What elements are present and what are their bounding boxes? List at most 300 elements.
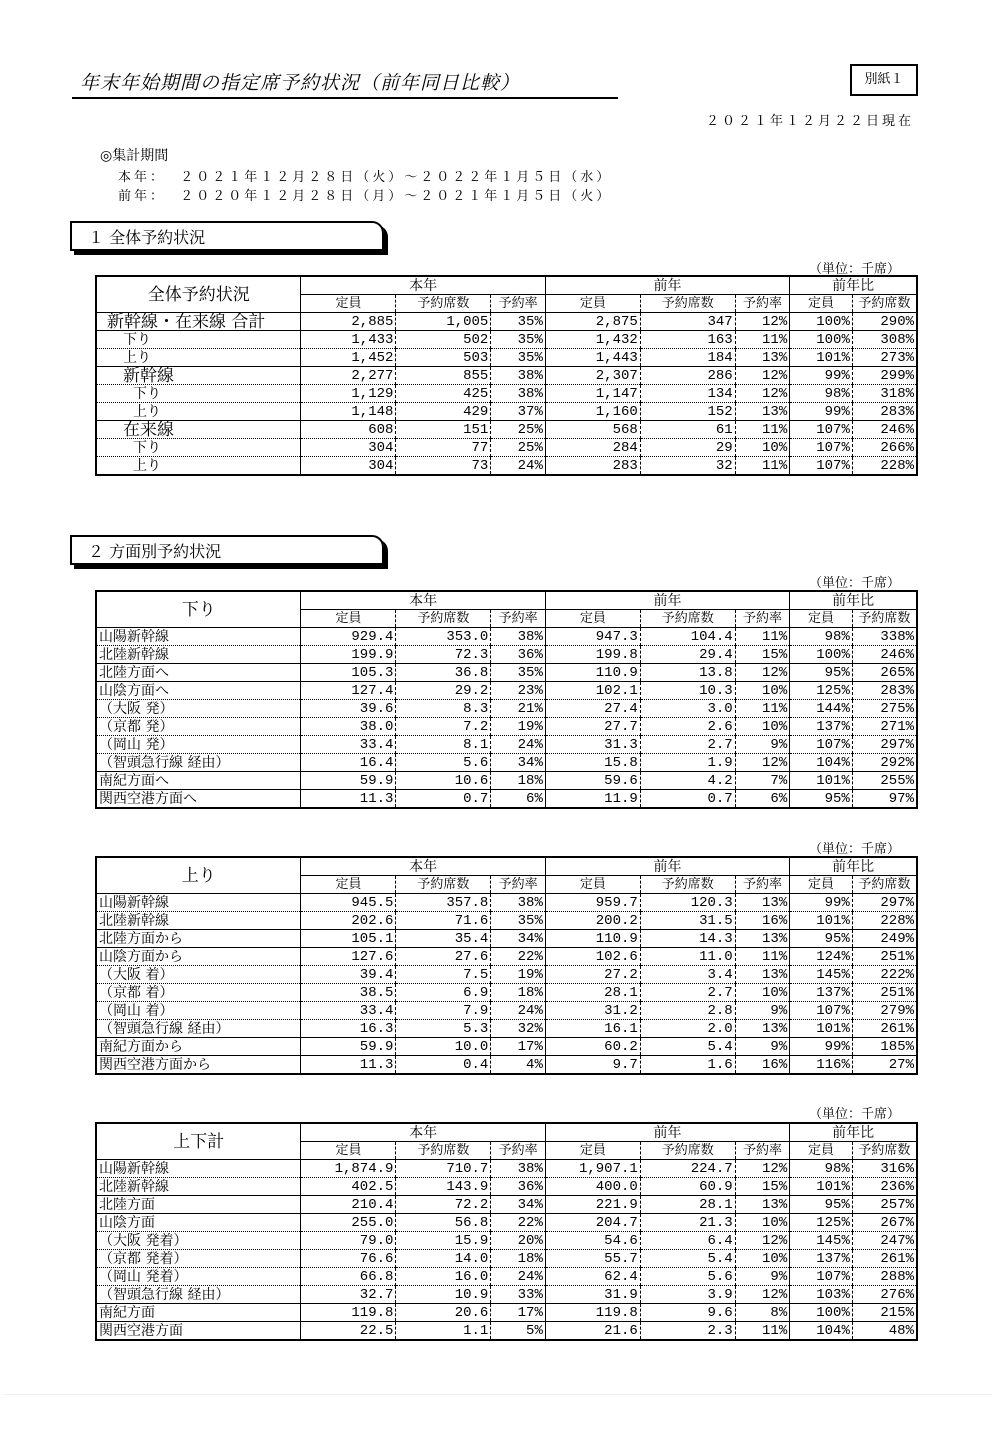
cell-yr: 299% bbox=[852, 367, 917, 385]
cell-c0: 110.9 bbox=[545, 930, 640, 948]
cell-r0: 21.3 bbox=[640, 1214, 735, 1232]
row-name: （京都 発） bbox=[96, 718, 301, 736]
cell-r1: 503 bbox=[396, 349, 491, 367]
cell-yc: 107% bbox=[790, 421, 853, 439]
cell-yc: 116% bbox=[790, 1056, 853, 1075]
row-name: 山陰方面から bbox=[96, 948, 301, 966]
row-name: 山陰方面へ bbox=[96, 682, 301, 700]
cell-r1: 27.6 bbox=[396, 948, 491, 966]
cell-r1: 710.7 bbox=[396, 1160, 491, 1178]
cell-yc: 99% bbox=[790, 367, 853, 385]
table-row bbox=[96, 790, 917, 809]
table-corner-label: 全体予約状況 bbox=[96, 276, 301, 313]
cell-c1: 2,277 bbox=[301, 367, 396, 385]
cell-c1: 16.4 bbox=[301, 754, 396, 772]
row-name: 北陸新幹線 bbox=[96, 1178, 301, 1196]
cell-c1: 1,129 bbox=[301, 385, 396, 403]
row-name: 在来線 bbox=[96, 421, 301, 439]
cell-r0: 6.4 bbox=[640, 1232, 735, 1250]
row-name: 関西空港方面から bbox=[96, 1056, 301, 1075]
cell-c1: 304 bbox=[301, 457, 396, 476]
cell-p1: 17% bbox=[491, 1304, 546, 1322]
cell-yr: 236% bbox=[852, 1178, 917, 1196]
header-rate: 予約率 bbox=[735, 610, 790, 628]
cell-r0: 2.7 bbox=[640, 736, 735, 754]
cell-c0: 1,432 bbox=[545, 331, 640, 349]
cell-yc: 125% bbox=[790, 682, 853, 700]
cell-c1: 32.7 bbox=[301, 1286, 396, 1304]
cell-yc: 104% bbox=[790, 1322, 853, 1341]
cell-c1: 38.5 bbox=[301, 984, 396, 1002]
cell-c0: 959.7 bbox=[545, 894, 640, 912]
cell-p0: 13% bbox=[735, 930, 790, 948]
cell-p0: 12% bbox=[735, 664, 790, 682]
table-row bbox=[96, 772, 917, 790]
cell-r1: 6.9 bbox=[396, 984, 491, 1002]
cell-yr: 257% bbox=[852, 1196, 917, 1214]
cell-r0: 2.6 bbox=[640, 718, 735, 736]
cell-p1: 18% bbox=[491, 772, 546, 790]
table-row bbox=[96, 1232, 917, 1250]
cell-yr: 246% bbox=[852, 646, 917, 664]
cell-yc: 100% bbox=[790, 646, 853, 664]
cell-r0: 29 bbox=[640, 439, 735, 457]
cell-r0: 2.0 bbox=[640, 1020, 735, 1038]
cell-r1: 357.8 bbox=[396, 894, 491, 912]
cell-p1: 6% bbox=[491, 790, 546, 809]
cell-p1: 33% bbox=[491, 1286, 546, 1304]
cell-r0: 28.1 bbox=[640, 1196, 735, 1214]
cell-p1: 35% bbox=[491, 912, 546, 930]
cell-c0: 59.6 bbox=[545, 772, 640, 790]
header-yoy: 前年比 bbox=[790, 276, 917, 295]
cell-r0: 13.8 bbox=[640, 664, 735, 682]
cell-r1: 502 bbox=[396, 331, 491, 349]
unit-label: （単位：千席） bbox=[808, 1107, 900, 1122]
cell-p1: 38% bbox=[491, 367, 546, 385]
cell-c1: 119.8 bbox=[301, 1304, 396, 1322]
row-name: 上り bbox=[96, 349, 301, 367]
cell-r1: 15.9 bbox=[396, 1232, 491, 1250]
table-row bbox=[96, 349, 917, 367]
table-row bbox=[96, 1020, 917, 1038]
cell-yr: 290% bbox=[852, 313, 917, 331]
cell-r1: 71.6 bbox=[396, 912, 491, 930]
header-rate: 予約率 bbox=[491, 876, 546, 894]
row-name: （智頭急行線 経由） bbox=[96, 1020, 301, 1038]
cell-c0: 2,875 bbox=[545, 313, 640, 331]
cell-p0: 12% bbox=[735, 1286, 790, 1304]
cell-c1: 11.3 bbox=[301, 790, 396, 809]
cell-yr: 316% bbox=[852, 1160, 917, 1178]
row-name: （大阪 発） bbox=[96, 700, 301, 718]
cell-c1: 79.0 bbox=[301, 1232, 396, 1250]
table-row bbox=[96, 1214, 917, 1232]
cell-c0: 102.1 bbox=[545, 682, 640, 700]
cell-r1: 20.6 bbox=[396, 1304, 491, 1322]
row-name: 山陰方面 bbox=[96, 1214, 301, 1232]
cell-p0: 12% bbox=[735, 1232, 790, 1250]
table-row bbox=[96, 1286, 917, 1304]
cell-yr: 97% bbox=[852, 790, 917, 809]
cell-p0: 16% bbox=[735, 912, 790, 930]
cell-yr: 246% bbox=[852, 421, 917, 439]
row-name: 上り bbox=[96, 457, 301, 476]
cell-yc: 107% bbox=[790, 1268, 853, 1286]
table-row bbox=[96, 682, 917, 700]
table-row bbox=[96, 736, 917, 754]
cell-yc: 107% bbox=[790, 457, 853, 476]
cell-c0: 1,147 bbox=[545, 385, 640, 403]
cell-r0: 61 bbox=[640, 421, 735, 439]
header-reserved: 予約席数 bbox=[640, 1142, 735, 1160]
cell-yr: 228% bbox=[852, 912, 917, 930]
table-row bbox=[96, 718, 917, 736]
cell-r1: 36.8 bbox=[396, 664, 491, 682]
table-row bbox=[96, 1304, 917, 1322]
table-row bbox=[96, 1250, 917, 1268]
cell-p0: 9% bbox=[735, 1038, 790, 1056]
cell-r1: 425 bbox=[396, 385, 491, 403]
cell-yc: 107% bbox=[790, 1002, 853, 1020]
header-capacity: 定員 bbox=[790, 876, 853, 894]
header-reserved: 予約席数 bbox=[396, 876, 491, 894]
cell-p0: 10% bbox=[735, 1214, 790, 1232]
cell-yr: 48% bbox=[852, 1322, 917, 1341]
header-capacity: 定員 bbox=[301, 610, 396, 628]
cell-c1: 255.0 bbox=[301, 1214, 396, 1232]
table-row bbox=[96, 754, 917, 772]
cell-c0: 31.3 bbox=[545, 736, 640, 754]
cell-p1: 19% bbox=[491, 718, 546, 736]
cell-c1: 202.6 bbox=[301, 912, 396, 930]
cell-c0: 27.4 bbox=[545, 700, 640, 718]
header-capacity: 定員 bbox=[301, 295, 396, 313]
cell-p0: 10% bbox=[735, 984, 790, 1002]
cell-p1: 18% bbox=[491, 1250, 546, 1268]
down-table bbox=[95, 590, 918, 809]
unit-label: （単位：千席） bbox=[808, 262, 900, 277]
cell-p0: 11% bbox=[735, 457, 790, 476]
cell-yc: 98% bbox=[790, 385, 853, 403]
cell-c0: 1,907.1 bbox=[545, 1160, 640, 1178]
header-capacity: 定員 bbox=[545, 295, 640, 313]
cell-yc: 99% bbox=[790, 1038, 853, 1056]
cell-c0: 1,160 bbox=[545, 403, 640, 421]
cell-yc: 99% bbox=[790, 894, 853, 912]
cell-yc: 95% bbox=[790, 930, 853, 948]
cell-p0: 13% bbox=[735, 349, 790, 367]
period-last-year bbox=[118, 185, 612, 204]
cell-c0: 200.2 bbox=[545, 912, 640, 930]
cell-c1: 2,885 bbox=[301, 313, 396, 331]
cell-p1: 5% bbox=[491, 1322, 546, 1341]
cell-p0: 11% bbox=[735, 1322, 790, 1341]
cell-yc: 98% bbox=[790, 1160, 853, 1178]
cell-p1: 35% bbox=[491, 313, 546, 331]
header-rate: 予約率 bbox=[491, 1142, 546, 1160]
cell-p1: 24% bbox=[491, 736, 546, 754]
cell-c0: 60.2 bbox=[545, 1038, 640, 1056]
row-name: 北陸新幹線 bbox=[96, 646, 301, 664]
cell-p1: 35% bbox=[491, 349, 546, 367]
header-reserved: 予約席数 bbox=[640, 295, 735, 313]
cell-c0: 204.7 bbox=[545, 1214, 640, 1232]
cell-p1: 34% bbox=[491, 1196, 546, 1214]
cell-r0: 4.2 bbox=[640, 772, 735, 790]
table-row bbox=[96, 1160, 917, 1178]
cell-r0: 184 bbox=[640, 349, 735, 367]
cell-yc: 145% bbox=[790, 1232, 853, 1250]
cell-p1: 21% bbox=[491, 700, 546, 718]
cell-r0: 2.7 bbox=[640, 984, 735, 1002]
cell-c1: 929.4 bbox=[301, 628, 396, 646]
cell-p1: 34% bbox=[491, 930, 546, 948]
header-reserved: 予約席数 bbox=[396, 295, 491, 313]
cell-p0: 15% bbox=[735, 646, 790, 664]
cell-yr: 267% bbox=[852, 1214, 917, 1232]
table-row bbox=[96, 1002, 917, 1020]
cell-yr: 261% bbox=[852, 1250, 917, 1268]
cell-r0: 14.3 bbox=[640, 930, 735, 948]
cell-r1: 8.3 bbox=[396, 700, 491, 718]
cell-c0: 54.6 bbox=[545, 1232, 640, 1250]
cell-c0: 283 bbox=[545, 457, 640, 476]
table-corner-label: 上り bbox=[96, 857, 301, 894]
row-name: （京都 発着） bbox=[96, 1250, 301, 1268]
cell-c1: 945.5 bbox=[301, 894, 396, 912]
cell-yc: 101% bbox=[790, 1020, 853, 1038]
table-row bbox=[96, 646, 917, 664]
cell-r0: 10.3 bbox=[640, 682, 735, 700]
cell-r1: 72.2 bbox=[396, 1196, 491, 1214]
cell-c1: 38.0 bbox=[301, 718, 396, 736]
row-name: 北陸新幹線 bbox=[96, 912, 301, 930]
period-last-year-label: 前年： bbox=[118, 189, 167, 204]
cell-yr: 283% bbox=[852, 403, 917, 421]
cell-r1: 151 bbox=[396, 421, 491, 439]
row-name: 新幹線 bbox=[96, 367, 301, 385]
cell-p0: 13% bbox=[735, 966, 790, 984]
cell-p1: 34% bbox=[491, 754, 546, 772]
section1-title: １ 全体予約状況 bbox=[70, 221, 384, 251]
row-name: 上り bbox=[96, 403, 301, 421]
cell-p0: 6% bbox=[735, 790, 790, 809]
row-name: （岡山 発着） bbox=[96, 1268, 301, 1286]
cell-c0: 119.8 bbox=[545, 1304, 640, 1322]
header-this-year: 本年 bbox=[301, 857, 545, 876]
cell-yc: 107% bbox=[790, 439, 853, 457]
cell-r0: 224.7 bbox=[640, 1160, 735, 1178]
cell-r1: 429 bbox=[396, 403, 491, 421]
row-name: 関西空港方面へ bbox=[96, 790, 301, 809]
cell-r1: 0.4 bbox=[396, 1056, 491, 1075]
overall-table bbox=[95, 275, 918, 476]
header-reserved: 予約席数 bbox=[640, 876, 735, 894]
cell-yc: 124% bbox=[790, 948, 853, 966]
cell-yr: 185% bbox=[852, 1038, 917, 1056]
cell-p0: 10% bbox=[735, 718, 790, 736]
table-row bbox=[96, 1178, 917, 1196]
cell-p1: 35% bbox=[491, 331, 546, 349]
cell-c1: 402.5 bbox=[301, 1178, 396, 1196]
cell-c0: 1,443 bbox=[545, 349, 640, 367]
cell-p0: 13% bbox=[735, 1020, 790, 1038]
cell-r0: 152 bbox=[640, 403, 735, 421]
table-row bbox=[96, 457, 917, 476]
period-heading: ◎集計期間 bbox=[100, 148, 169, 164]
cell-c1: 1,148 bbox=[301, 403, 396, 421]
cell-yc: 101% bbox=[790, 912, 853, 930]
cell-yr: 261% bbox=[852, 1020, 917, 1038]
header-capacity: 定員 bbox=[301, 1142, 396, 1160]
cell-yc: 145% bbox=[790, 966, 853, 984]
cell-p0: 10% bbox=[735, 682, 790, 700]
header-reserved: 予約席数 bbox=[852, 876, 917, 894]
header-yoy: 前年比 bbox=[790, 1123, 917, 1142]
cell-r0: 3.0 bbox=[640, 700, 735, 718]
table-row bbox=[96, 367, 917, 385]
cell-r1: 10.0 bbox=[396, 1038, 491, 1056]
row-name: 下り bbox=[96, 439, 301, 457]
cell-c0: 2,307 bbox=[545, 367, 640, 385]
cell-yr: 297% bbox=[852, 736, 917, 754]
cell-c0: 568 bbox=[545, 421, 640, 439]
cell-p0: 16% bbox=[735, 1056, 790, 1075]
header-capacity: 定員 bbox=[545, 610, 640, 628]
cell-p0: 11% bbox=[735, 331, 790, 349]
cell-p0: 9% bbox=[735, 1268, 790, 1286]
cell-c0: 11.9 bbox=[545, 790, 640, 809]
period-this-year-label: 本年： bbox=[118, 170, 167, 185]
table-row bbox=[96, 313, 917, 331]
cell-r1: 7.2 bbox=[396, 718, 491, 736]
cell-p1: 24% bbox=[491, 1002, 546, 1020]
cell-r0: 134 bbox=[640, 385, 735, 403]
cell-yr: 265% bbox=[852, 664, 917, 682]
cell-c0: 16.1 bbox=[545, 1020, 640, 1038]
row-name: 下り bbox=[96, 385, 301, 403]
cell-p0: 11% bbox=[735, 421, 790, 439]
row-name: （京都 着） bbox=[96, 984, 301, 1002]
cell-yr: 266% bbox=[852, 439, 917, 457]
cell-c0: 62.4 bbox=[545, 1268, 640, 1286]
cell-yc: 101% bbox=[790, 349, 853, 367]
cell-yc: 103% bbox=[790, 1286, 853, 1304]
cell-r1: 72.3 bbox=[396, 646, 491, 664]
cell-p1: 17% bbox=[491, 1038, 546, 1056]
header-capacity: 定員 bbox=[545, 876, 640, 894]
cell-c1: 127.6 bbox=[301, 948, 396, 966]
cell-c0: 28.1 bbox=[545, 984, 640, 1002]
cell-yr: 251% bbox=[852, 984, 917, 1002]
cell-c1: 33.4 bbox=[301, 1002, 396, 1020]
cell-r0: 2.3 bbox=[640, 1322, 735, 1341]
cell-c1: 1,874.9 bbox=[301, 1160, 396, 1178]
row-name: （大阪 発着） bbox=[96, 1232, 301, 1250]
cell-yr: 318% bbox=[852, 385, 917, 403]
cell-c1: 1,452 bbox=[301, 349, 396, 367]
cell-c1: 11.3 bbox=[301, 1056, 396, 1075]
cell-c1: 59.9 bbox=[301, 1038, 396, 1056]
cell-r0: 5.4 bbox=[640, 1250, 735, 1268]
cell-p1: 18% bbox=[491, 984, 546, 1002]
cell-c1: 127.4 bbox=[301, 682, 396, 700]
cell-p0: 12% bbox=[735, 754, 790, 772]
cell-p1: 22% bbox=[491, 1214, 546, 1232]
cell-yc: 100% bbox=[790, 1304, 853, 1322]
cell-c1: 66.8 bbox=[301, 1268, 396, 1286]
period-last-year-value: ２０２０年１２月２８日（月）～２０２１年１月５日（火） bbox=[180, 189, 613, 204]
cell-p0: 15% bbox=[735, 1178, 790, 1196]
header-last-year: 前年 bbox=[545, 591, 789, 610]
cell-yr: 283% bbox=[852, 682, 917, 700]
cell-r1: 1.1 bbox=[396, 1322, 491, 1341]
table-row bbox=[96, 1268, 917, 1286]
cell-p1: 32% bbox=[491, 1020, 546, 1038]
cell-c1: 105.3 bbox=[301, 664, 396, 682]
cell-yc: 137% bbox=[790, 718, 853, 736]
period-this-year bbox=[118, 166, 612, 185]
page-title: 年末年始期間の指定席予約状況（前年同日比較） bbox=[72, 68, 618, 99]
cell-r1: 5.6 bbox=[396, 754, 491, 772]
cell-c1: 16.3 bbox=[301, 1020, 396, 1038]
cell-yc: 125% bbox=[790, 1214, 853, 1232]
cell-c0: 55.7 bbox=[545, 1250, 640, 1268]
header-capacity: 定員 bbox=[545, 1142, 640, 1160]
cell-c1: 33.4 bbox=[301, 736, 396, 754]
cell-r1: 7.9 bbox=[396, 1002, 491, 1020]
cell-p0: 11% bbox=[735, 948, 790, 966]
cell-yr: 292% bbox=[852, 754, 917, 772]
cell-yc: 99% bbox=[790, 403, 853, 421]
cell-r0: 32 bbox=[640, 457, 735, 476]
cell-c0: 221.9 bbox=[545, 1196, 640, 1214]
unit-label: （単位：千席） bbox=[808, 842, 900, 857]
cell-yc: 95% bbox=[790, 664, 853, 682]
header-reserved: 予約席数 bbox=[852, 295, 917, 313]
row-name: 新幹線・在来線 合計 bbox=[96, 313, 301, 331]
cell-r0: 9.6 bbox=[640, 1304, 735, 1322]
header-reserved: 予約席数 bbox=[640, 610, 735, 628]
cell-c1: 105.1 bbox=[301, 930, 396, 948]
cell-yc: 104% bbox=[790, 754, 853, 772]
row-name: （智頭急行線 経由） bbox=[96, 1286, 301, 1304]
row-name: 山陽新幹線 bbox=[96, 628, 301, 646]
cell-r0: 31.5 bbox=[640, 912, 735, 930]
cell-r0: 120.3 bbox=[640, 894, 735, 912]
cell-r1: 10.9 bbox=[396, 1286, 491, 1304]
header-capacity: 定員 bbox=[790, 610, 853, 628]
table-corner-label: 上下計 bbox=[96, 1123, 301, 1160]
cell-p0: 12% bbox=[735, 367, 790, 385]
table-row bbox=[96, 331, 917, 349]
cell-p0: 13% bbox=[735, 894, 790, 912]
table-row bbox=[96, 421, 917, 439]
cell-r1: 10.6 bbox=[396, 772, 491, 790]
header-capacity: 定員 bbox=[301, 876, 396, 894]
cell-r1: 77 bbox=[396, 439, 491, 457]
cell-yr: 271% bbox=[852, 718, 917, 736]
cell-yr: 288% bbox=[852, 1268, 917, 1286]
row-name: （岡山 着） bbox=[96, 1002, 301, 1020]
table-row bbox=[96, 1322, 917, 1341]
row-name: 北陸方面 bbox=[96, 1196, 301, 1214]
cell-p1: 36% bbox=[491, 646, 546, 664]
cell-r1: 14.0 bbox=[396, 1250, 491, 1268]
cell-r0: 0.7 bbox=[640, 790, 735, 809]
cell-p0: 7% bbox=[735, 772, 790, 790]
